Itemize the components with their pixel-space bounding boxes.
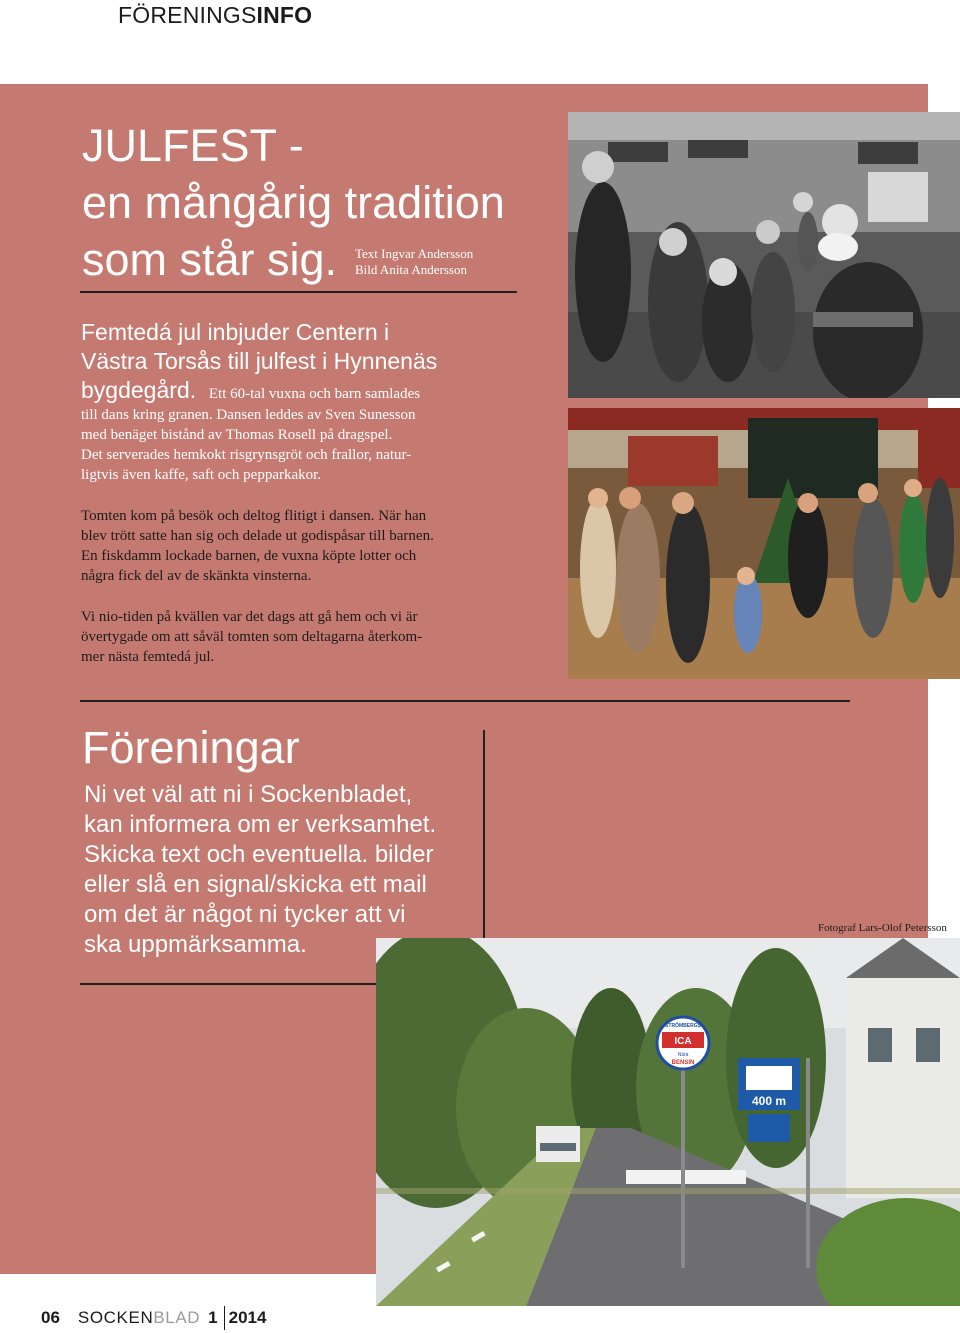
dance-photo	[568, 408, 960, 679]
paragraph-line: med benäget bistånd av Thomas Rosell på dragspel.	[81, 427, 393, 443]
paragraph-line: Tomten kom på besök och deltog flitigt i dansen. När han	[81, 508, 427, 524]
magazine-name-part1: SOCKEN	[77, 1308, 154, 1327]
paragraph-2	[81, 506, 506, 586]
lead-line: Femtedá jul inbjuder Centern i	[81, 319, 390, 345]
foreningar-line: om det är något ni tycker att vi	[84, 901, 406, 928]
paragraph-line: några fick del av de skänkta vinsterna.	[81, 568, 312, 584]
footer-separator	[224, 1306, 225, 1330]
title-line: en mångårig tradition	[82, 177, 505, 228]
ica-sign-fuel: BENSIN	[671, 1060, 695, 1066]
section-header-light: FÖRENINGS	[118, 2, 257, 28]
lead-line: Västra Torsås till julfest i Hynnenäs	[81, 348, 438, 374]
foreningar-line: ska uppmärksamma.	[84, 931, 307, 958]
paragraph-line: ligtvis även kaffe, saft och pepparkakor.	[81, 467, 322, 483]
foreningar-line: eller slå en signal/skicka ett mail	[84, 871, 427, 898]
paragraph-line: Det serverades hemkokt risgrynsgröt och frallor, natur-	[81, 447, 412, 463]
paragraph-line: Vi nio-tiden på kvällen var det dags att gå hem och vi är	[81, 609, 418, 625]
title-line: JULFEST -	[82, 120, 304, 171]
road-photo	[376, 938, 960, 1306]
issue-year: 2014	[228, 1308, 267, 1327]
paragraph-line: En fiskdamm lockade barnen, de vuxna köpte lotter och	[81, 548, 417, 564]
lead-end: bygdegård.	[81, 377, 197, 403]
title-line: som står sig.	[82, 234, 338, 285]
foreningar-line: Skicka text och eventuella. bilder	[84, 841, 434, 868]
ica-sign-sub: Nära	[677, 1052, 689, 1058]
section-header	[118, 2, 312, 29]
title-divider	[80, 291, 517, 293]
santa-photo	[568, 112, 960, 398]
foreningar-line: Ni vet väl att ni i Sockenbladet,	[84, 781, 413, 808]
foreningar-text	[84, 780, 484, 960]
ica-sign-top: STRÖMBERGS	[665, 1023, 701, 1029]
section-divider	[80, 700, 850, 702]
paragraph-line: blev trött satte han sig och delade ut godispåsar till barnen.	[81, 528, 434, 544]
issue-number: 1	[208, 1308, 218, 1327]
ica-sign-brand: ICA	[674, 1036, 692, 1047]
paragraph-3	[81, 607, 506, 667]
credit-text: Text Ingvar Andersson	[355, 246, 474, 261]
footer	[41, 1305, 266, 1331]
bottom-divider	[80, 983, 378, 985]
page-number: 06	[41, 1308, 60, 1327]
magazine-name-part2: BLAD	[153, 1308, 201, 1327]
section-header-bold: INFO	[256, 2, 313, 28]
foreningar-title: Föreningar	[82, 722, 300, 773]
paragraph-1-start: Ett 60-tal vuxna och barn samlades	[208, 386, 421, 402]
article-lead	[81, 318, 551, 405]
paragraph-1	[81, 405, 506, 485]
foreningar-line: kan informera om er verksamhet.	[84, 811, 437, 838]
article-credits	[355, 246, 473, 278]
paragraph-line: till dans kring granen. Dansen leddes av Sven Sunesson	[81, 407, 416, 423]
distance-sign-text: 400 m	[751, 1094, 787, 1108]
photo-credit: Fotograf Lars-Olof Petersson	[818, 922, 947, 934]
credit-photo: Bild Anita Andersson	[355, 262, 467, 277]
paragraph-line: övertygade om att såväl tomten som deltagarna återkom-	[81, 629, 423, 645]
paragraph-line: mer nästa femtedá jul.	[81, 649, 215, 665]
